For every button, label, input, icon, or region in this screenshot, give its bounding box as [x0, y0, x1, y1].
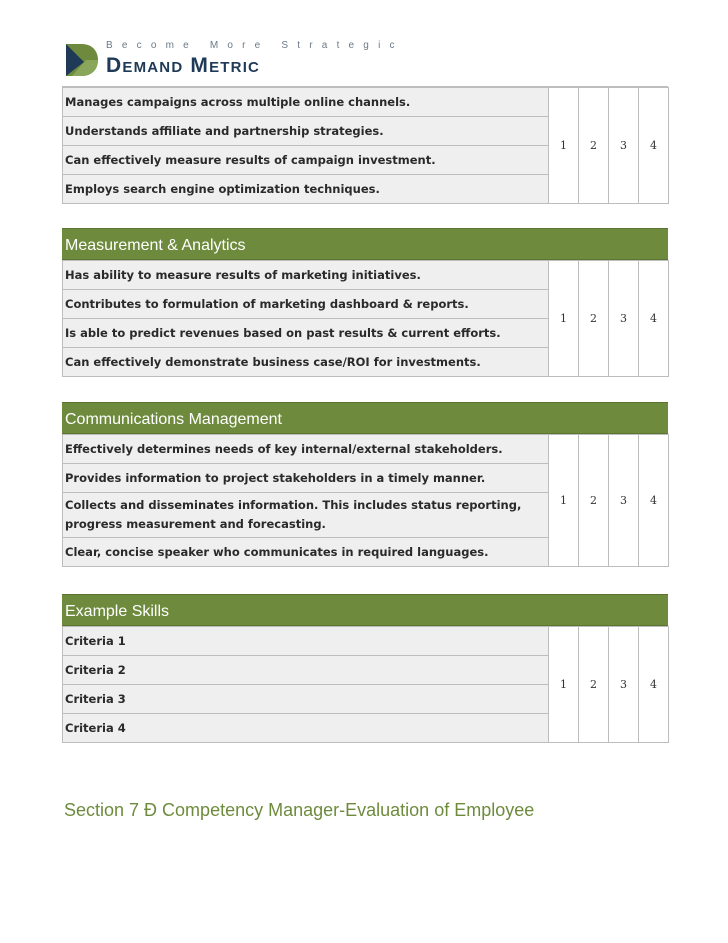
score-option-1[interactable]: 1 — [549, 435, 579, 567]
criteria-row — [63, 627, 669, 656]
criteria-text: Understands affiliate and partnership strategies. — [63, 117, 549, 146]
score-option-3[interactable]: 3 — [609, 435, 639, 567]
score-option-3[interactable]: 3 — [609, 261, 639, 377]
score-option-4[interactable]: 4 — [639, 261, 669, 377]
competency-block-communications-management — [62, 402, 668, 567]
score-option-1[interactable]: 1 — [549, 88, 579, 204]
criteria-text: Can effectively measure results of campaign investment. — [63, 146, 549, 175]
competency-block-online-marketing — [62, 86, 668, 204]
criteria-text: Has ability to measure results of marketing initiatives. — [63, 261, 549, 290]
competency-block-example-skills — [62, 594, 668, 743]
criteria-text: Is able to predict revenues based on past results & current efforts. — [63, 319, 549, 348]
score-option-4[interactable]: 4 — [639, 88, 669, 204]
block-title: Measurement & Analytics — [62, 228, 668, 260]
score-option-3[interactable]: 3 — [609, 627, 639, 743]
logo-mark-icon — [64, 42, 100, 78]
score-option-1[interactable]: 1 — [549, 627, 579, 743]
criteria-text: Criteria 2 — [63, 656, 549, 685]
block-title: Example Skills — [62, 594, 668, 626]
criteria-text: Can effectively demonstrate business case/ROI for investments. — [63, 348, 549, 377]
criteria-row — [63, 261, 669, 290]
score-option-2[interactable]: 2 — [579, 627, 609, 743]
section-heading: Section 7 Ð Competency Manager-Evaluation of Employee — [64, 800, 535, 820]
criteria-text: Contributes to formulation of marketing dashboard & reports. — [63, 290, 549, 319]
logo-brand-name: Demand Metric — [106, 54, 261, 77]
score-option-4[interactable]: 4 — [639, 435, 669, 567]
demand-metric-logo — [64, 40, 404, 80]
block-title: Communications Management — [62, 402, 668, 434]
score-option-4[interactable]: 4 — [639, 627, 669, 743]
criteria-text: Criteria 3 — [63, 685, 549, 714]
criteria-text: Provides information to project stakeholders in a timely manner. — [63, 464, 549, 493]
logo-tagline: Become More Strategic — [106, 40, 404, 51]
criteria-row — [63, 435, 669, 464]
criteria-text: Criteria 1 — [63, 627, 549, 656]
criteria-text: Manages campaigns across multiple online channels. — [63, 88, 549, 117]
score-option-2[interactable]: 2 — [579, 88, 609, 204]
criteria-text: Effectively determines needs of key internal/external stakeholders. — [63, 435, 549, 464]
criteria-text: Employs search engine optimization techniques. — [63, 175, 549, 204]
criteria-row — [63, 88, 669, 117]
criteria-text: Collects and disseminates information. This includes status reporting, progress measurement and forecasting. — [63, 493, 549, 538]
score-option-3[interactable]: 3 — [609, 88, 639, 204]
competency-block-measurement-analytics — [62, 228, 668, 377]
criteria-text: Clear, concise speaker who communicates in required languages. — [63, 538, 549, 567]
score-option-1[interactable]: 1 — [549, 261, 579, 377]
criteria-text: Criteria 4 — [63, 714, 549, 743]
score-option-2[interactable]: 2 — [579, 435, 609, 567]
score-option-2[interactable]: 2 — [579, 261, 609, 377]
